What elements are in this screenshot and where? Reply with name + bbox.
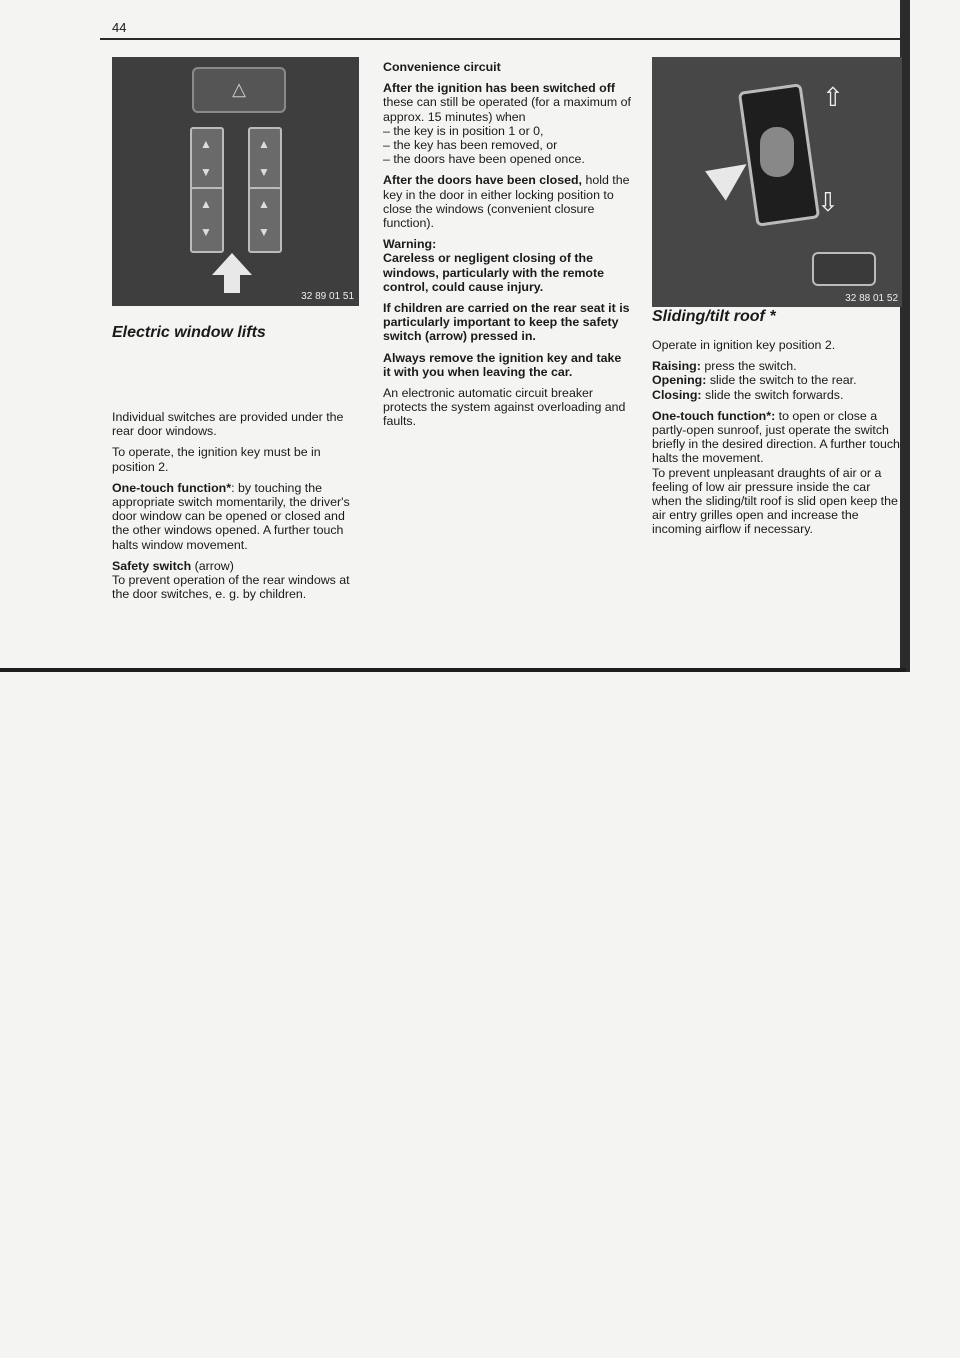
paragraph-text: To prevent operation of the rear windows at the door switches, e. g. by children. [112,573,350,602]
hazard-warning-icon: △ [192,67,286,113]
roof-switch-knob [760,127,794,177]
window-switch-front-right [248,127,282,193]
bold-term: Opening: [652,373,707,388]
window-switch-rear-left [190,187,224,253]
bold-term: Closing: [652,387,702,402]
paragraph [112,559,358,602]
warning-text: Careless or negligent closing of the windows, particularly with the remote control, could cause injury. [383,251,605,294]
page-number: 44 [112,20,127,35]
paragraph [652,409,900,537]
paragraph-text: : by touching the appropriate switch momentarily, the driver's door window can be opened or closed and the other windows opened. A further touch halts window movement. [112,480,350,552]
paragraph-text: To prevent unpleasant draughts of air or a feeling of low air pressure inside the car when the sliding/tilt roof is slid open keep the air entry grilles open and increase the incoming airflow if necessary. [652,465,898,537]
paragraph [112,481,358,552]
paragraph: To operate, the ignition key must be in position 2. [112,445,321,474]
heading-text: Convenience circuit [383,60,501,74]
list-item: – the doors have been opened once. [383,152,585,167]
list-item: – the key has been removed, or [383,138,558,153]
bold-term: After the doors have been closed, [383,173,582,188]
paragraph [383,81,631,166]
roof-switch-figure [652,57,902,307]
window-switch-front-left [190,127,224,193]
paragraph [383,173,631,230]
bold-term: One-touch function* [112,480,232,495]
bold-term: After the ignition has been switched off [383,81,615,96]
warning [383,237,631,294]
arrow-up-icon: ⇧ [822,82,844,112]
warning-label: Warning: [383,237,437,252]
column-convenience-circuit [383,60,631,436]
paragraph: An electronic automatic circuit breaker protects the system against overloading and faults. [383,386,626,429]
paragraph-text: to open or close a partly-open sunroof, just operate the switch briefly in the desired direction. A further touch halts the movement. [652,408,900,466]
paragraph-text: these can still be operated (for a maximum of approx. 15 minutes) when [383,95,631,124]
interior-light-switch [812,252,876,286]
paragraph [652,359,900,402]
figure-code: 32 89 01 51 [301,291,354,302]
bold-paragraph: If children are carried on the rear seat it is particularly important to keep the safety switch (arrow) pressed in. [383,301,630,344]
paragraph: Operate in ignition key position 2. [652,338,836,352]
section-heading [383,60,631,74]
window-switch-rear-right [248,187,282,253]
arrow-down-icon: ⇩ [817,187,839,217]
paragraph: Individual switches are provided under the rear door windows. [112,410,344,439]
window-switch-figure [112,57,359,306]
figure-code: 32 88 01 52 [845,293,898,304]
bottom-rule [0,668,906,672]
bold-term: Safety switch [112,558,192,573]
paragraph-text: slide the switch to the rear. [706,373,857,388]
bold-term: Raising: [652,359,701,374]
paragraph-text: (arrow) [191,558,234,573]
section-heading: Electric window lifts [112,324,266,341]
paragraph [383,301,631,344]
paragraph-text: press the switch. [700,359,797,374]
paragraph-text: slide the switch forwards. [701,387,844,402]
bold-paragraph: Always remove the ignition key and take it with you when leaving the car. [383,350,622,379]
top-rule [100,38,906,40]
section-heading: Sliding/tilt roof * [652,308,776,325]
column-electric-windows [112,324,358,608]
paragraph-text: hold the key in the door in either locking position to close the windows (convenient closure function). [383,173,630,231]
paragraph [383,351,631,379]
column-sliding-roof [652,308,900,544]
arrow-stem-icon [224,275,240,293]
arrow-head-icon [212,253,252,275]
list-item: – the key is in position 1 or 0, [383,123,544,138]
bold-term: One-touch function*: [652,408,776,423]
